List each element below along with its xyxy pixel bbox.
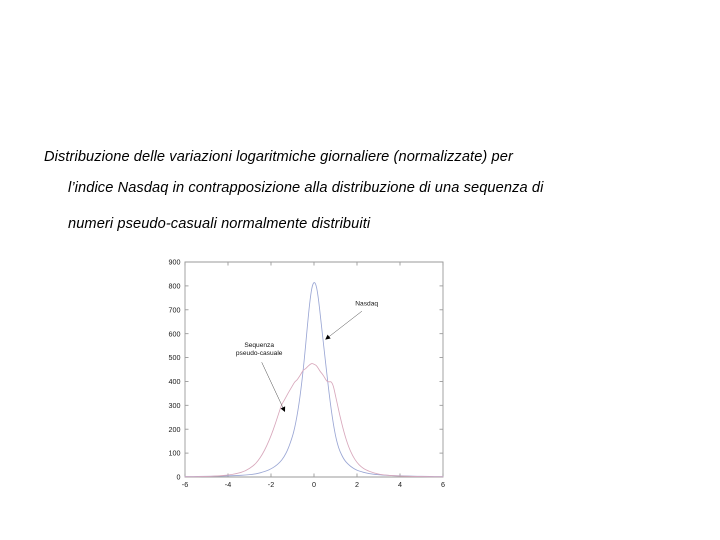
- slide-title-line-3: numeri pseudo-casuali normalmente distribuiti: [68, 216, 371, 232]
- distribution-chart: [140, 250, 460, 500]
- y-tick-label: 300: [168, 400, 181, 410]
- y-tick-label: 600: [168, 329, 181, 339]
- curve-nasdaq: [185, 283, 443, 477]
- annotation-label: Nasdaq: [355, 300, 379, 308]
- annotation-label: Sequenza: [244, 341, 275, 349]
- y-tick-label: 500: [168, 353, 181, 363]
- x-tick-label: -6: [181, 480, 189, 489]
- x-tick-label: -4: [224, 480, 232, 489]
- y-tick-label: 100: [168, 448, 181, 458]
- y-tick-label: 200: [168, 424, 181, 434]
- x-tick-label: 6: [441, 480, 445, 489]
- curve-sequenza: [185, 364, 443, 477]
- y-tick-label: 900: [168, 257, 181, 267]
- chart-annotations: [236, 300, 378, 412]
- slide-title: [44, 142, 660, 240]
- annotation-label: pseudo-casuale: [235, 349, 283, 357]
- chart-curves: [185, 283, 443, 477]
- slide-title-line-1: Distribuzione delle variazioni logaritmiche giornaliere (normalizzate) per: [44, 149, 513, 165]
- y-tick-label: 700: [168, 305, 181, 315]
- annotation-arrow-icon: [325, 335, 330, 340]
- y-tick-label: 0: [176, 472, 181, 482]
- chart-axis-frame: [185, 262, 443, 477]
- slide-title-line-2: l’indice Nasdaq in contrapposizione alla distribuzione di una sequenza di: [68, 180, 544, 196]
- x-tick-label: 4: [398, 480, 402, 489]
- x-tick-label: 2: [355, 480, 359, 489]
- chart-x-ticks: [182, 262, 445, 489]
- chart-y-ticks: [169, 258, 444, 482]
- chart-canvas: [140, 250, 460, 500]
- y-tick-label: 400: [168, 377, 181, 387]
- y-tick-label: 800: [168, 281, 181, 291]
- x-tick-label: -2: [267, 480, 275, 489]
- x-tick-label: 0: [312, 480, 316, 489]
